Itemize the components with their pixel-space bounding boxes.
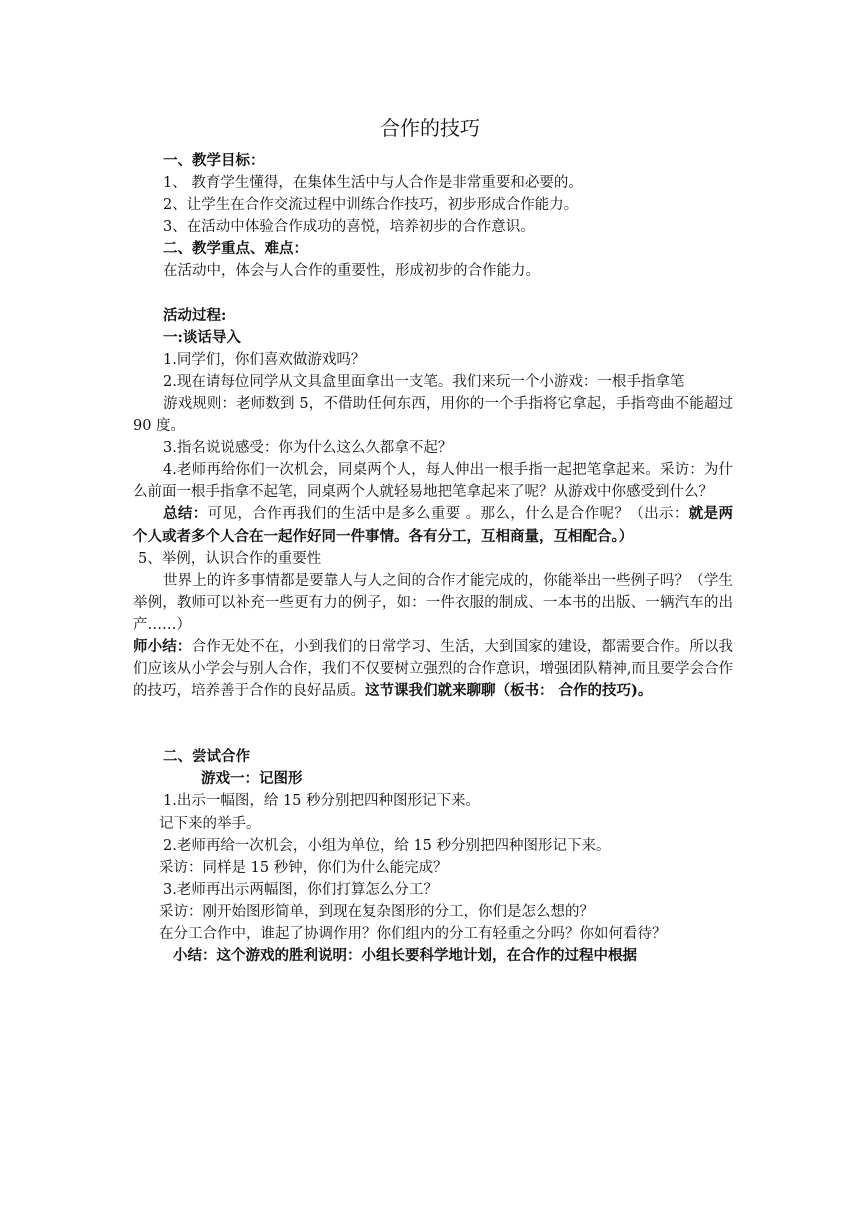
document-body	[133, 150, 733, 967]
summary-paragraph	[133, 503, 733, 547]
game1-step-3: 3.老师再出示两幅图，你们打算怎么分工？	[163, 881, 438, 898]
game1-step-1b: 记下来的举手。	[159, 815, 261, 832]
game1-heading: 游戏一：记图形	[201, 770, 303, 788]
summary-text: 可见，合作再我们的生活中是多么重要 。那么，什么是合作呢？（出示：	[207, 506, 689, 523]
goal-item: 2、让学生在合作交流过程中训练合作技巧，初步形成合作能力。	[163, 197, 579, 214]
document-title: 合作的技巧	[380, 116, 480, 140]
goals-heading: 一、教学目标：	[163, 152, 265, 169]
intro-step-2: 2.现在请每位同学从文具盒里面拿出一支笔。我们来玩一个小游戏：一根手指拿笔	[163, 373, 685, 390]
try-heading: 二、尝试合作	[163, 748, 250, 766]
teacher-text: 合作无处不在，小到我们的日常学习、生活，大到国家的建设，都需要合作。所以我们应该从小学会与别人合作，我们不仅要树立强烈的合作意识，增强团队精神,而且要学会合作的技巧，培养善于合作的良好品质。	[133, 638, 734, 700]
process-heading: 活动过程:	[163, 306, 227, 324]
focus-heading: 二、教学重点、难点：	[163, 240, 308, 258]
example-heading: 5、举例，认识合作的重要性	[138, 550, 322, 567]
intro-step-3: 3.指名说说感受：你为什么这么久都拿不起？	[163, 440, 453, 457]
goal-item: 3、在活动中体验合作成功的喜悦，培养初步的合作意识。	[163, 219, 535, 236]
game1-step-1: 1.出示一幅图，给 15 秒分别把四种图形记下来。	[163, 793, 481, 810]
intro-step-1: 1.同学们，你们喜欢做游戏吗？	[163, 351, 366, 368]
teacher-bold: 这节课我们就来聊聊（板书： 合作的技巧)。	[365, 682, 653, 700]
summary-label: 总结：	[163, 505, 208, 523]
game1-step-2b: 采访：同样是 15 秒钟，你们为什么能完成？	[159, 859, 448, 876]
game1-summary: 小结：这个游戏的胜利说明：小组长要科学地计划，在合作的过程中根据	[173, 947, 637, 965]
intro-rules: 游戏规则：老师数到 5，不借助任何东西，用你的一个手指将它拿起，手指弯曲不能超过 90 度。	[133, 395, 733, 435]
focus-text: 在活动中，体会与人合作的重要性，形成初步的合作能力。	[163, 263, 540, 280]
summary-bold: 就是两个人或者多个人合在一起作好同一件事情。各有分工，互相商量，互相配合。）	[133, 505, 734, 545]
example-text: 世界上的许多事情都是要靠人与人之间的合作才能完成的，你能举出一些例子吗？（学生举例，教师可以补充一些更有力的例子，如：一件衣服的制成、一本书的出版、一辆汽车的出产……）	[133, 572, 733, 633]
intro-step-4: 4.老师再给你们一次机会，同桌两个人，每人伸出一根手指一起把笔拿起来。采访：为什么前面一根手指拿不起笔，同桌两个人就轻易地把笔拿起来了呢？从游戏中你感受到什么？	[133, 462, 733, 501]
game1-step-3b: 采访：刚开始图形简单，到现在复杂图形的分工，你们是怎么想的？	[159, 903, 594, 920]
game1-step-2: 2.老师再给一次机会，小组为单位，给 15 秒分别把四种图形记下来。	[163, 837, 611, 854]
goal-item: 1、 教育学生懂得，在集体生活中与人合作是非常重要和必要的。	[163, 175, 583, 192]
intro-heading: 一:谈话导入	[163, 328, 241, 346]
teacher-summary	[133, 636, 733, 702]
game1-step-3c: 在分工合作中，谁起了协调作用？你们组内的分工有轻重之分吗？你如何看待？	[159, 926, 667, 942]
teacher-label: 师小结：	[133, 637, 192, 655]
